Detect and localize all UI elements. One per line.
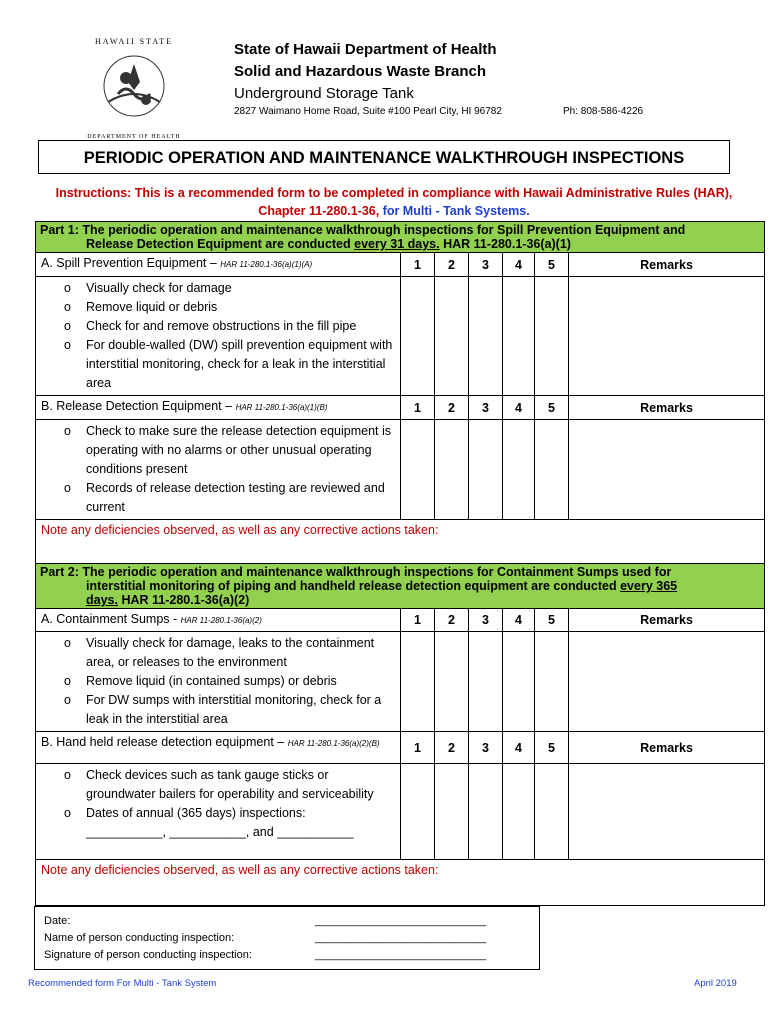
col-3-header: 3: [469, 609, 503, 632]
header-department: State of Hawaii Department of Health: [234, 41, 497, 58]
inspection-dates-blanks[interactable]: ___________, ___________, and ___________: [86, 825, 354, 839]
inspection-table: [35, 221, 765, 906]
section-spill-prevention-label: A. Spill Prevention Equipment – HAR 11-280.1-36(a)(1)(A): [36, 253, 401, 277]
part2-frequency-cont: days.: [86, 593, 118, 607]
col-1-header: 1: [401, 609, 435, 632]
remarks-cell[interactable]: [569, 277, 765, 396]
check-cell-3[interactable]: [469, 764, 503, 860]
col-5-header: 5: [535, 609, 569, 632]
check-cell-4[interactable]: [503, 632, 535, 732]
instructions-chapter: Chapter 11-280.1-36,: [258, 204, 380, 218]
part2-deficiencies-note[interactable]: Note any deficiencies observed, as well as any corrective actions taken:: [36, 860, 765, 906]
instructions-line1: Instructions: This is a recommended form to be completed in compliance with Hawaii Administrative Rules (HAR),: [55, 186, 733, 200]
date-field[interactable]: ____________________________: [315, 915, 487, 927]
remarks-cell[interactable]: [569, 632, 765, 732]
har-reference: HAR 11-280.1-36(a)(2)(B): [287, 739, 380, 748]
col-3-header: 3: [469, 732, 503, 764]
section-handheld-detection-label: B. Hand held release detection equipment – HAR 11-280.1-36(a)(2)(B): [36, 732, 401, 764]
remarks-header: Remarks: [569, 396, 765, 420]
part1-har: HAR 11-280.1-36(a)(1): [439, 237, 571, 251]
check-cell-2[interactable]: [435, 632, 469, 732]
list-item: o Remove liquid or debris: [60, 298, 400, 317]
check-cell-5[interactable]: [535, 764, 569, 860]
col-2-header: 2: [435, 732, 469, 764]
part2-line1: Part 2: The periodic operation and maintenance walkthrough inspections for Containment Sumps used for: [40, 565, 672, 579]
part1-frequency: every 31 days.: [354, 237, 440, 251]
col-4-header: 4: [503, 732, 535, 764]
list-item: o Visually check for damage, leaks to the containment area, or releases to the environment: [60, 634, 400, 672]
section-release-detection-label: B. Release Detection Equipment – HAR 11-280.1-36(a)(1)(B): [36, 396, 401, 420]
remarks-header: Remarks: [569, 609, 765, 632]
col-3-header: 3: [469, 253, 503, 277]
signature-box: [34, 906, 540, 970]
check-cell-2[interactable]: [435, 277, 469, 396]
containment-sumps-checklist: [36, 632, 401, 732]
col-3-header: 3: [469, 396, 503, 420]
col-1-header: 1: [401, 732, 435, 764]
col-2-header: 2: [435, 396, 469, 420]
check-cell-2[interactable]: [435, 420, 469, 520]
seal-bottom-text: DEPARTMENT OF HEALTH: [87, 134, 181, 140]
check-cell-1[interactable]: [401, 764, 435, 860]
col-2-header: 2: [435, 609, 469, 632]
instructions: [34, 184, 754, 220]
seal-top-text: HAWAII STATE: [94, 37, 174, 46]
inspector-name-label: Name of person conducting inspection:: [44, 932, 235, 944]
list-item: o Check for and remove obstructions in the fill pipe: [60, 317, 400, 336]
section-containment-sumps-label: A. Containment Sumps - HAR 11-280.1-36(a)(2): [36, 609, 401, 632]
check-cell-1[interactable]: [401, 632, 435, 732]
footer-form-name: Recommended form For Multi - Tank System: [28, 978, 217, 989]
list-item: o For DW sumps with interstitial monitoring, check for a leak in the interstitial area: [60, 691, 400, 729]
instructions-system-type: for Multi - Tank Systems.: [379, 204, 530, 218]
inspector-name-field[interactable]: ____________________________: [315, 932, 487, 944]
col-4-header: 4: [503, 609, 535, 632]
list-item: o Remove liquid (in contained sumps) or debris: [60, 672, 400, 691]
remarks-header: Remarks: [569, 253, 765, 277]
check-cell-3[interactable]: [469, 420, 503, 520]
har-reference: HAR 11-280.1-36(a)(1)(A): [220, 260, 313, 269]
col-5-header: 5: [535, 732, 569, 764]
list-item: o For double-walled (DW) spill prevention equipment with interstitial monitoring, check for a leak in the interstitial area: [60, 336, 400, 393]
check-cell-1[interactable]: [401, 420, 435, 520]
part2-header: [36, 564, 765, 609]
list-item: o Dates of annual (365 days) inspections: ___________, ___________, and ___________: [60, 804, 400, 842]
check-cell-1[interactable]: [401, 277, 435, 396]
col-5-header: 5: [535, 396, 569, 420]
header-branch: Solid and Hazardous Waste Branch: [234, 63, 486, 80]
col-4-header: 4: [503, 253, 535, 277]
part2-har: HAR 11-280.1-36(a)(2): [117, 593, 250, 607]
spill-prevention-checklist: [36, 277, 401, 396]
remarks-cell[interactable]: [569, 420, 765, 520]
list-item: o Visually check for damage: [60, 279, 400, 298]
date-label: Date:: [44, 915, 71, 927]
part2-frequency: every 365: [620, 579, 678, 593]
part1-line2: Release Detection Equipment are conducted: [86, 237, 355, 251]
list-item: o Check devices such as tank gauge sticks or groundwater bailers for operability and serviceability: [60, 766, 400, 804]
check-cell-3[interactable]: [469, 277, 503, 396]
check-cell-4[interactable]: [503, 277, 535, 396]
inspector-signature-label: Signature of person conducting inspection:: [44, 949, 252, 961]
list-item: o Records of release detection testing are reviewed and current: [60, 479, 400, 517]
release-detection-checklist: [36, 420, 401, 520]
inspector-signature-field[interactable]: ____________________________: [315, 949, 487, 961]
check-cell-3[interactable]: [469, 632, 503, 732]
check-cell-5[interactable]: [535, 420, 569, 520]
footer-date: April 2019: [694, 978, 737, 989]
part1-line1: Part 1: The periodic operation and maintenance walkthrough inspections for Spill Prevention Equipment and: [40, 223, 686, 237]
header-program: Underground Storage Tank: [234, 85, 414, 102]
col-1-header: 1: [401, 253, 435, 277]
hawaii-state-seal-icon: [78, 30, 190, 142]
remarks-cell[interactable]: [569, 764, 765, 860]
check-cell-4[interactable]: [503, 764, 535, 860]
part1-header: [36, 222, 765, 253]
remarks-header: Remarks: [569, 732, 765, 764]
list-item: o Check to make sure the release detection equipment is operating with no alarms or other unusual operating conditions present: [60, 422, 400, 479]
header-address: 2827 Waimano Home Road, Suite #100 Pearl City, HI 96782: [234, 106, 502, 117]
col-2-header: 2: [435, 253, 469, 277]
har-reference: HAR 11-280.1-36(a)(2): [180, 616, 262, 625]
check-cell-2[interactable]: [435, 764, 469, 860]
col-1-header: 1: [401, 396, 435, 420]
col-4-header: 4: [503, 396, 535, 420]
part1-deficiencies-note[interactable]: Note any deficiencies observed, as well as any corrective actions taken:: [36, 520, 765, 564]
handheld-detection-checklist: [36, 764, 401, 860]
check-cell-4[interactable]: [503, 420, 535, 520]
check-cell-5[interactable]: [535, 632, 569, 732]
page-title: PERIODIC OPERATION AND MAINTENANCE WALKTHROUGH INSPECTIONS: [38, 140, 730, 174]
check-cell-5[interactable]: [535, 277, 569, 396]
col-5-header: 5: [535, 253, 569, 277]
har-reference: HAR 11-280.1-36(a)(1)(B): [235, 403, 328, 412]
header-phone: Ph: 808-586-4226: [563, 106, 644, 117]
part2-line2: interstitial monitoring of piping and handheld release detection equipment are conducted: [86, 579, 621, 593]
